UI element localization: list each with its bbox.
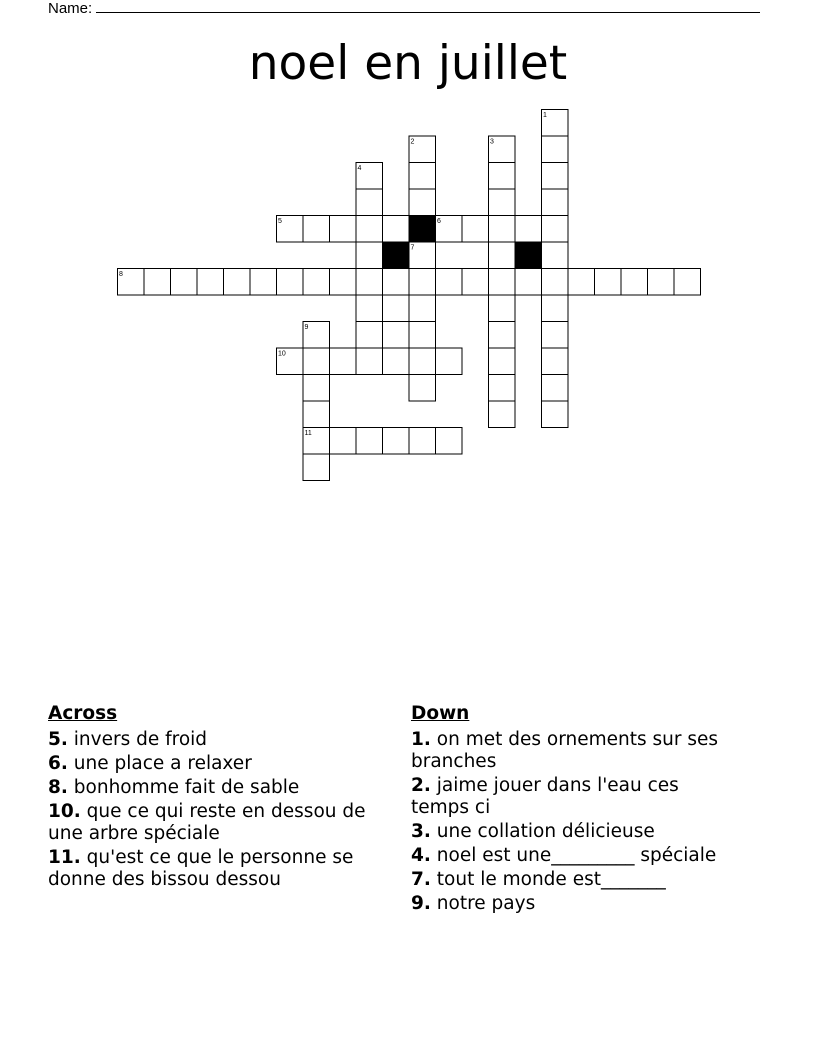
grid-cell[interactable] (542, 375, 569, 402)
grid-cell[interactable] (356, 216, 383, 243)
grid-cell[interactable] (356, 269, 383, 296)
page-title: noel en juillet (248, 36, 568, 91)
clue-number-label: 8 (119, 271, 123, 278)
clue-text: bonhomme fait de sable (67, 777, 300, 798)
grid-cell[interactable] (303, 269, 330, 296)
across-clue (48, 753, 393, 775)
grid-cell[interactable] (383, 295, 410, 322)
grid-cell[interactable] (409, 348, 436, 375)
clue-number: 6. (48, 753, 68, 774)
grid-cell[interactable] (356, 322, 383, 349)
clue-number-label: 3 (490, 138, 494, 146)
down-clue (411, 729, 731, 773)
down-clue (411, 775, 731, 819)
grid-cell[interactable] (250, 269, 277, 296)
clue-number-label: 2 (410, 138, 415, 146)
clue-text: tout le monde est_______ (430, 869, 666, 890)
clue-number: 10. (48, 801, 81, 822)
clue-number-label: 6 (437, 218, 441, 225)
across-clue (48, 801, 393, 845)
down-clue (411, 869, 731, 891)
clue-number-label: 11 (304, 430, 312, 437)
across-clue (48, 777, 393, 799)
clue-text: jaime jouer dans l'eau ces temps ci (411, 775, 679, 818)
grid-cell[interactable] (674, 269, 701, 296)
grid-cell[interactable] (330, 428, 357, 455)
clue-number-label: 5 (278, 218, 282, 225)
grid-cell[interactable] (542, 163, 569, 190)
grid-cell[interactable] (356, 295, 383, 322)
clue-text: qu'est ce que le personne se donne des bissou dessou (48, 847, 354, 890)
down-clue (411, 893, 731, 915)
grid-cell[interactable] (356, 428, 383, 455)
grid-cell[interactable] (489, 322, 516, 349)
grid-cell[interactable] (277, 269, 304, 296)
clue-number: 1. (411, 729, 431, 750)
grid-cell[interactable] (436, 348, 463, 375)
grid-cell[interactable] (542, 189, 569, 216)
grid-cell[interactable] (330, 216, 357, 243)
clue-text: une collation délicieuse (430, 821, 655, 842)
grid-cell[interactable] (515, 269, 542, 296)
grid-cell[interactable] (542, 242, 569, 269)
grid-cell[interactable] (515, 216, 542, 243)
grid-cell[interactable] (356, 189, 383, 216)
grid-cell[interactable] (303, 216, 330, 243)
clue-text: on met des ornements sur ses branches (411, 729, 719, 772)
grid-cell[interactable] (383, 216, 410, 243)
grid-cell[interactable] (595, 269, 622, 296)
grid-cell[interactable] (383, 348, 410, 375)
grid-cell[interactable] (303, 454, 330, 481)
clue-number-label: 9 (304, 324, 309, 331)
grid-cell[interactable] (489, 269, 516, 296)
grid-cell[interactable] (303, 348, 330, 375)
grid-cell[interactable] (489, 401, 516, 428)
grid-cell[interactable] (356, 242, 383, 269)
across-heading: Across (48, 703, 118, 724)
grid-cell[interactable] (409, 163, 436, 190)
grid-cell[interactable] (542, 269, 569, 296)
clue-number: 4. (411, 845, 431, 866)
grid-cell[interactable] (542, 136, 569, 163)
grid-cell[interactable] (409, 322, 436, 349)
grid-cell[interactable] (489, 216, 516, 243)
down-clue (411, 845, 731, 867)
grid-cell[interactable] (462, 216, 489, 243)
grid-cell[interactable] (144, 269, 171, 296)
grid-cell[interactable] (542, 348, 569, 375)
black-cell (383, 242, 410, 269)
clue-number: 7. (411, 869, 431, 890)
grid-cell[interactable] (489, 189, 516, 216)
down-clue (411, 821, 731, 843)
grid-cell[interactable] (489, 295, 516, 322)
clue-number: 3. (411, 821, 431, 842)
grid-cell[interactable] (356, 348, 383, 375)
clue-text: que ce qui reste en dessou de une arbre spéciale (48, 801, 366, 844)
grid-cell[interactable] (383, 322, 410, 349)
clue-text: notre pays (430, 893, 536, 914)
grid-cell[interactable] (409, 269, 436, 296)
clue-number-label: 10 (278, 350, 286, 358)
clue-number: 9. (411, 893, 431, 914)
clue-number: 8. (48, 777, 68, 798)
grid-cell[interactable] (542, 401, 569, 428)
grid-cell[interactable] (542, 322, 569, 349)
clue-number-label: 7 (410, 244, 415, 252)
grid-cell[interactable] (383, 428, 410, 455)
grid-cell[interactable] (303, 401, 330, 428)
clue-number-label: 4 (357, 165, 362, 172)
grid-cell[interactable] (303, 375, 330, 402)
across-clue (48, 729, 393, 751)
grid-cell[interactable] (224, 269, 251, 296)
grid-cell[interactable] (409, 428, 436, 455)
across-clues (48, 703, 393, 893)
grid-cell[interactable] (542, 295, 569, 322)
grid-cell[interactable] (489, 242, 516, 269)
grid-cell[interactable] (330, 269, 357, 296)
across-clue (48, 847, 393, 891)
down-heading: Down (411, 703, 470, 724)
name-label: Name: (48, 0, 93, 17)
grid-cell[interactable] (409, 375, 436, 402)
clue-number: 2. (411, 775, 431, 796)
clue-text: une place a relaxer (67, 753, 252, 774)
grid-cell[interactable] (197, 269, 224, 296)
grid-cell[interactable] (436, 269, 463, 296)
grid-cell[interactable] (542, 216, 569, 243)
grid-cell[interactable] (330, 348, 357, 375)
clue-number: 11. (48, 847, 81, 868)
grid-cell[interactable] (409, 295, 436, 322)
down-clues (411, 703, 731, 917)
clue-number: 5. (48, 729, 68, 750)
grid-cell[interactable] (436, 428, 463, 455)
grid-cell[interactable] (489, 348, 516, 375)
grid-cell[interactable] (648, 269, 675, 296)
grid-cell[interactable] (568, 269, 595, 296)
grid-cell[interactable] (621, 269, 648, 296)
grid-cell[interactable] (489, 375, 516, 402)
clue-number-label: 1 (543, 112, 547, 119)
clue-text: invers de froid (67, 729, 208, 750)
grid-cell[interactable] (383, 269, 410, 296)
clue-text: noel est une_________ spéciale (430, 845, 717, 866)
grid-cell[interactable] (171, 269, 198, 296)
grid-cell[interactable] (462, 269, 489, 296)
grid-cell[interactable] (489, 163, 516, 190)
black-cell (515, 242, 542, 269)
black-cell (409, 216, 436, 243)
grid-cell[interactable] (409, 189, 436, 216)
crossword-grid (0, 0, 816, 500)
